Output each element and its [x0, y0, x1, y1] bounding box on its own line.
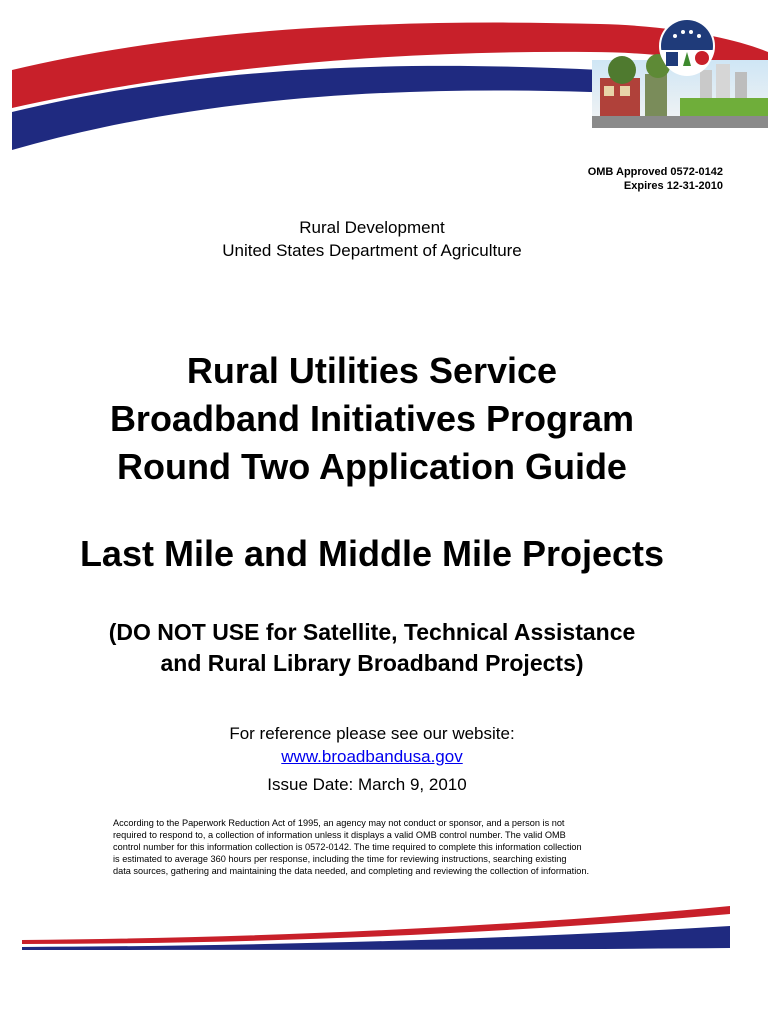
- document-title: [0, 347, 744, 491]
- notice-line-2: and Rural Library Broadband Projects): [160, 650, 584, 676]
- pra-line: is estimated to average 360 hours per response, including the time for reviewing instructions, searching existing: [113, 854, 567, 864]
- department-name: United States Department of Agriculture: [222, 241, 522, 260]
- website-link[interactable]: www.broadbandusa.gov: [281, 747, 463, 766]
- title-line-3: Round Two Application Guide: [117, 446, 627, 487]
- notice-line-1: (DO NOT USE for Satellite, Technical Assistance: [108, 619, 636, 645]
- usage-notice: [0, 617, 744, 679]
- omb-approved: OMB Approved 0572-0142: [587, 166, 723, 178]
- pra-line: required to respond to, a collection of information unless it displays a valid OMB control number. The valid OMB: [113, 830, 566, 840]
- issue-date: Issue Date: March 9, 2010: [267, 775, 467, 794]
- top-banner: [0, 0, 768, 150]
- paperwork-reduction-notice: [113, 817, 673, 877]
- reference-text: For reference please see our website:: [229, 724, 515, 743]
- agency-block: [0, 216, 744, 262]
- pra-line: data sources, gathering and maintaining the data needed, and completing and reviewing the collection of information.: [113, 866, 590, 876]
- pra-line: According to the Paperwork Reduction Act of 1995, an agency may not conduct or sponsor, and a person is not: [113, 818, 565, 828]
- title-line-2: Broadband Initiatives Program: [109, 398, 635, 439]
- title-line-1: Rural Utilities Service: [186, 350, 558, 391]
- document-subtitle: Last Mile and Middle Mile Projects: [79, 533, 665, 574]
- reference-block: [0, 722, 744, 768]
- omb-info: [588, 165, 723, 193]
- omb-expires: Expires 12-31-2010: [623, 180, 723, 192]
- bottom-banner: [0, 900, 768, 960]
- agency-name: Rural Development: [299, 218, 445, 237]
- pra-line: control number for this information collection is 0572-0142. The time required to complete this information collection: [113, 842, 582, 852]
